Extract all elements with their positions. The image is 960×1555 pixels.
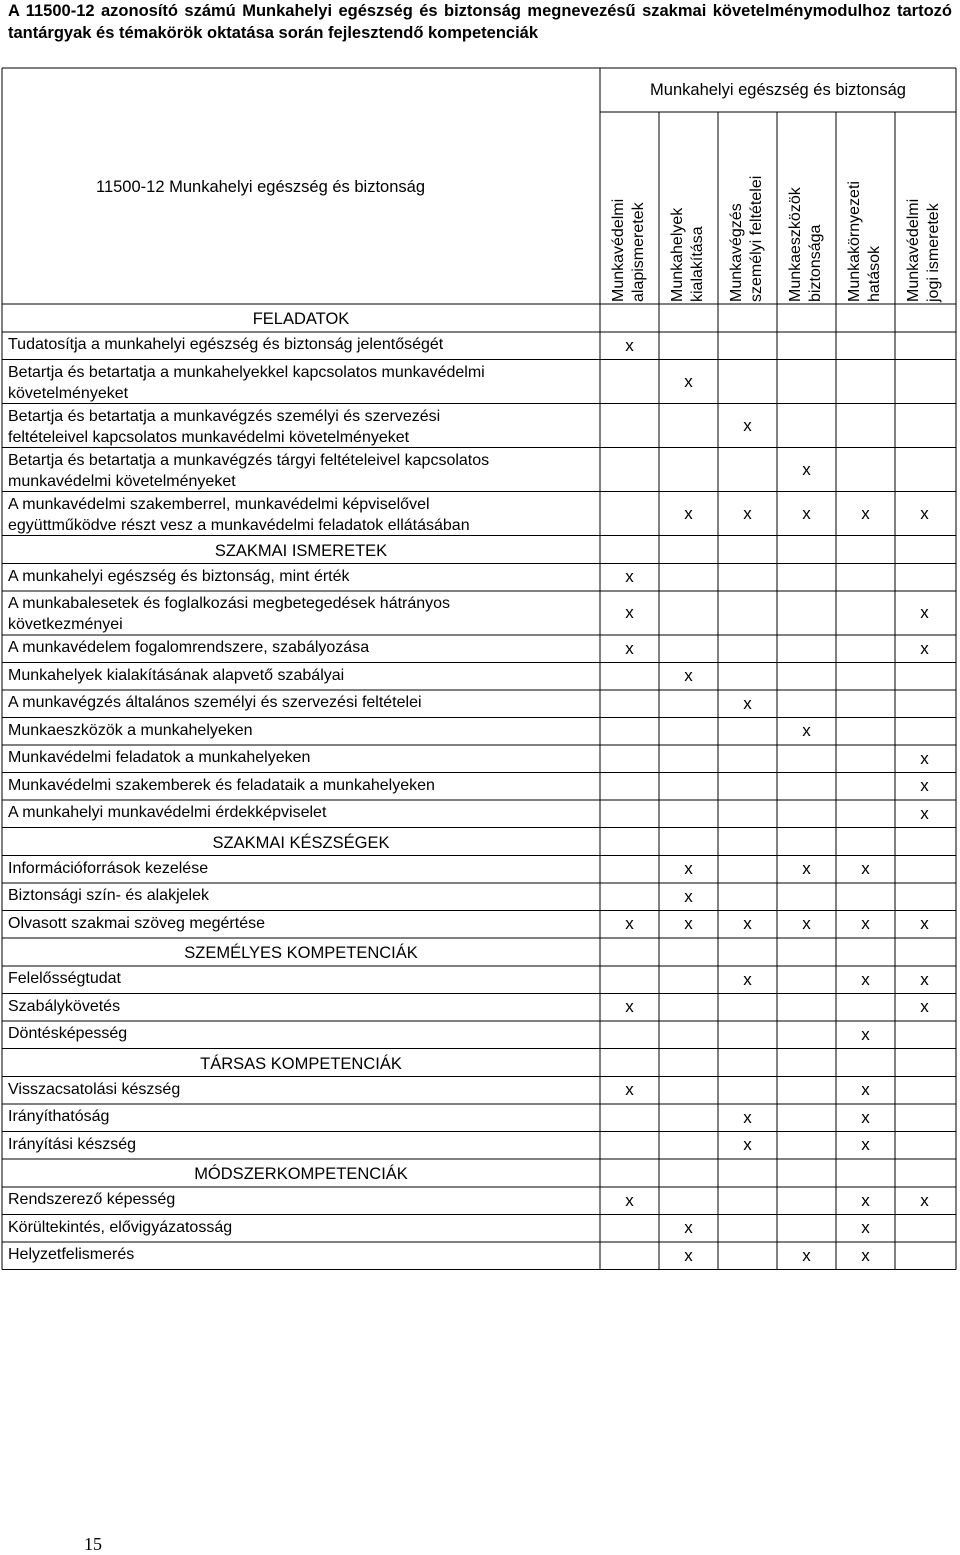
row-label: együttműködve részt vesz a munkavédelmi feladatok ellátásában bbox=[8, 516, 470, 534]
row-label: Körültekintés, elővigyázatosság bbox=[8, 1218, 233, 1236]
competency-mark: x bbox=[625, 335, 634, 355]
topic-column-header bbox=[727, 176, 767, 302]
row-label: A munkahelyi egészség és biztonság, mint érték bbox=[8, 567, 350, 585]
competency-mark: x bbox=[743, 1107, 752, 1127]
row-label: Betartja és betartatja a munkavégzés személyi és szervezési bbox=[8, 407, 441, 425]
competency-mark: x bbox=[743, 914, 752, 934]
row-label: A munkabalesetek és foglalkozási megbetegedések hátrányos bbox=[8, 595, 451, 612]
topic-header-line: Munkakörnyezeti bbox=[846, 181, 863, 302]
competency-mark: x bbox=[684, 1245, 693, 1265]
competency-mark: x bbox=[625, 603, 634, 622]
topic-column-header bbox=[904, 199, 944, 302]
row-label: munkavédelmi követelményeket bbox=[8, 472, 236, 490]
competency-mark: x bbox=[625, 567, 634, 587]
competency-mark: x bbox=[920, 1190, 929, 1210]
topic-header-line: jogi ismeretek bbox=[925, 203, 942, 302]
competency-mark: x bbox=[743, 969, 752, 989]
competency-mark: x bbox=[802, 1245, 811, 1265]
competency-mark: x bbox=[625, 997, 634, 1017]
competency-mark: x bbox=[625, 1190, 634, 1210]
competency-mark: x bbox=[861, 1107, 870, 1127]
row-label: Munkahelyek kialakításának alapvető szabályai bbox=[8, 666, 345, 684]
row-label: A munkavégzés általános személyi és szervezési feltételei bbox=[8, 694, 422, 711]
topic-header-line: Munkavédelmi bbox=[610, 198, 627, 302]
topic-header-line: személyi feltételei bbox=[748, 175, 765, 302]
row-label: Döntésképesség bbox=[8, 1025, 128, 1042]
topic-column-header bbox=[609, 199, 649, 302]
competency-mark: x bbox=[861, 1245, 870, 1265]
row-label: A munkavédelem fogalomrendszere, szabályozása bbox=[8, 639, 370, 656]
competency-mark: x bbox=[684, 1218, 693, 1238]
row-label: Betartja és betartatja a munkahelyekkel kapcsolatos munkavédelmi bbox=[8, 363, 485, 381]
row-label: Tudatosítja a munkahelyi egészség és biztonság jelentőségét bbox=[8, 336, 444, 353]
row-label: Munkavédelmi feladatok a munkahelyeken bbox=[8, 749, 311, 766]
competency-mark: x bbox=[625, 914, 634, 934]
row-label: Biztonsági szín- és alakjelek bbox=[8, 887, 209, 904]
topic-header-line: Munkahelyek bbox=[669, 207, 686, 302]
competency-mark: x bbox=[920, 997, 929, 1017]
topic-header-line: kialakítása bbox=[689, 226, 706, 302]
competency-mark: x bbox=[743, 415, 752, 435]
page-number: 15 bbox=[84, 1534, 102, 1554]
competency-mark: x bbox=[920, 969, 929, 989]
competency-mark: x bbox=[920, 914, 929, 934]
row-label: Információforrások kezelése bbox=[8, 859, 209, 877]
competency-mark: x bbox=[684, 914, 693, 934]
competency-mark: x bbox=[861, 914, 870, 934]
subject-title: Munkahelyi egészség és biztonság bbox=[650, 81, 906, 99]
section-title: SZEMÉLYES KOMPETENCIÁK bbox=[184, 944, 418, 962]
competency-mark: x bbox=[861, 1218, 870, 1238]
competency-mark: x bbox=[684, 371, 693, 391]
row-label: Munkaeszközök a munkahelyeken bbox=[8, 721, 253, 739]
row-label: Visszacsatolási készség bbox=[8, 1080, 181, 1098]
topic-header-line: biztonsága bbox=[807, 224, 824, 302]
competency-mark: x bbox=[920, 603, 929, 622]
topic-header-line: Munkavégzés bbox=[728, 203, 745, 302]
competency-mark: x bbox=[920, 803, 929, 823]
row-label: Betartja és betartatja a munkavégzés tárgyi feltételeivel kapcsolatos bbox=[8, 451, 490, 469]
row-label: Helyzetfelismerés bbox=[8, 1246, 135, 1263]
row-label: Olvasott szakmai szöveg megértése bbox=[8, 914, 265, 932]
row-label: Szabálykövetés bbox=[8, 997, 121, 1015]
topic-column-header bbox=[668, 208, 708, 302]
competency-mark: x bbox=[684, 886, 693, 906]
competency-mark: x bbox=[625, 638, 634, 658]
competency-mark: x bbox=[802, 914, 811, 934]
row-label: Irányítási készség bbox=[8, 1135, 137, 1153]
row-label: A munkavédelmi szakemberrel, munkavédelmi képviselővel bbox=[8, 495, 430, 513]
section-title: SZAKMAI KÉSZSÉGEK bbox=[212, 833, 390, 852]
row-label: A munkahelyi munkavédelmi érdekképviselet bbox=[8, 804, 327, 821]
topic-header-line: Munkaeszközök bbox=[787, 187, 804, 302]
competency-mark: x bbox=[861, 1135, 870, 1155]
competency-mark: x bbox=[684, 859, 693, 879]
competency-mark: x bbox=[920, 776, 929, 796]
competency-mark: x bbox=[861, 969, 870, 989]
topic-column-header bbox=[845, 181, 885, 302]
topic-header-line: alapismeretek bbox=[630, 202, 647, 302]
competency-mark: x bbox=[861, 859, 870, 879]
module-title: 11500-12 Munkahelyi egészség és biztonság bbox=[96, 178, 425, 196]
competency-mark: x bbox=[861, 1190, 870, 1210]
competency-mark: x bbox=[920, 748, 929, 768]
row-label: feltételeivel kapcsolatos munkavédelmi követelményeket bbox=[8, 428, 410, 446]
row-label: Irányíthatóság bbox=[8, 1108, 110, 1125]
topic-column-header bbox=[786, 187, 826, 302]
competency-mark: x bbox=[920, 638, 929, 658]
competency-mark: x bbox=[861, 503, 870, 523]
section-title: SZAKMAI ISMERETEK bbox=[214, 541, 388, 560]
competency-mark: x bbox=[743, 1135, 752, 1155]
competency-mark: x bbox=[802, 503, 811, 523]
section-title: TÁRSAS KOMPETENCIÁK bbox=[200, 1054, 402, 1073]
document-title: A 11500-12 azonosító számú Munkahelyi egészség és biztonság megnevezésű szakmai követelménymodulhoz tartozó tantárgyak és témakörök oktatása során fejlesztendő kompetenciák bbox=[8, 2, 952, 42]
section-title: FELADATOK bbox=[252, 310, 350, 328]
competency-mark: x bbox=[802, 721, 811, 741]
competency-mark: x bbox=[861, 1080, 870, 1100]
competency-mark: x bbox=[861, 1024, 870, 1044]
competency-mark: x bbox=[684, 503, 693, 523]
competency-mark: x bbox=[802, 859, 811, 879]
section-title: MÓDSZERKOMPETENCIÁK bbox=[194, 1165, 408, 1183]
row-label: követelményeket bbox=[8, 384, 129, 402]
topic-header-line: Munkavédelmi bbox=[905, 198, 922, 302]
row-label: Rendszerező képesség bbox=[8, 1191, 176, 1208]
topic-header-line: hatások bbox=[866, 245, 883, 302]
row-label: Felelősségtudat bbox=[8, 970, 121, 987]
competency-mark: x bbox=[920, 503, 929, 523]
row-label: következményei bbox=[8, 616, 123, 633]
row-label: Munkavédelmi szakemberek és feladataik a munkahelyeken bbox=[8, 776, 435, 794]
competency-mark: x bbox=[743, 503, 752, 523]
competency-mark: x bbox=[625, 1080, 634, 1100]
competency-mark: x bbox=[802, 459, 811, 479]
competency-mark: x bbox=[684, 666, 693, 686]
competency-mark: x bbox=[743, 693, 752, 713]
